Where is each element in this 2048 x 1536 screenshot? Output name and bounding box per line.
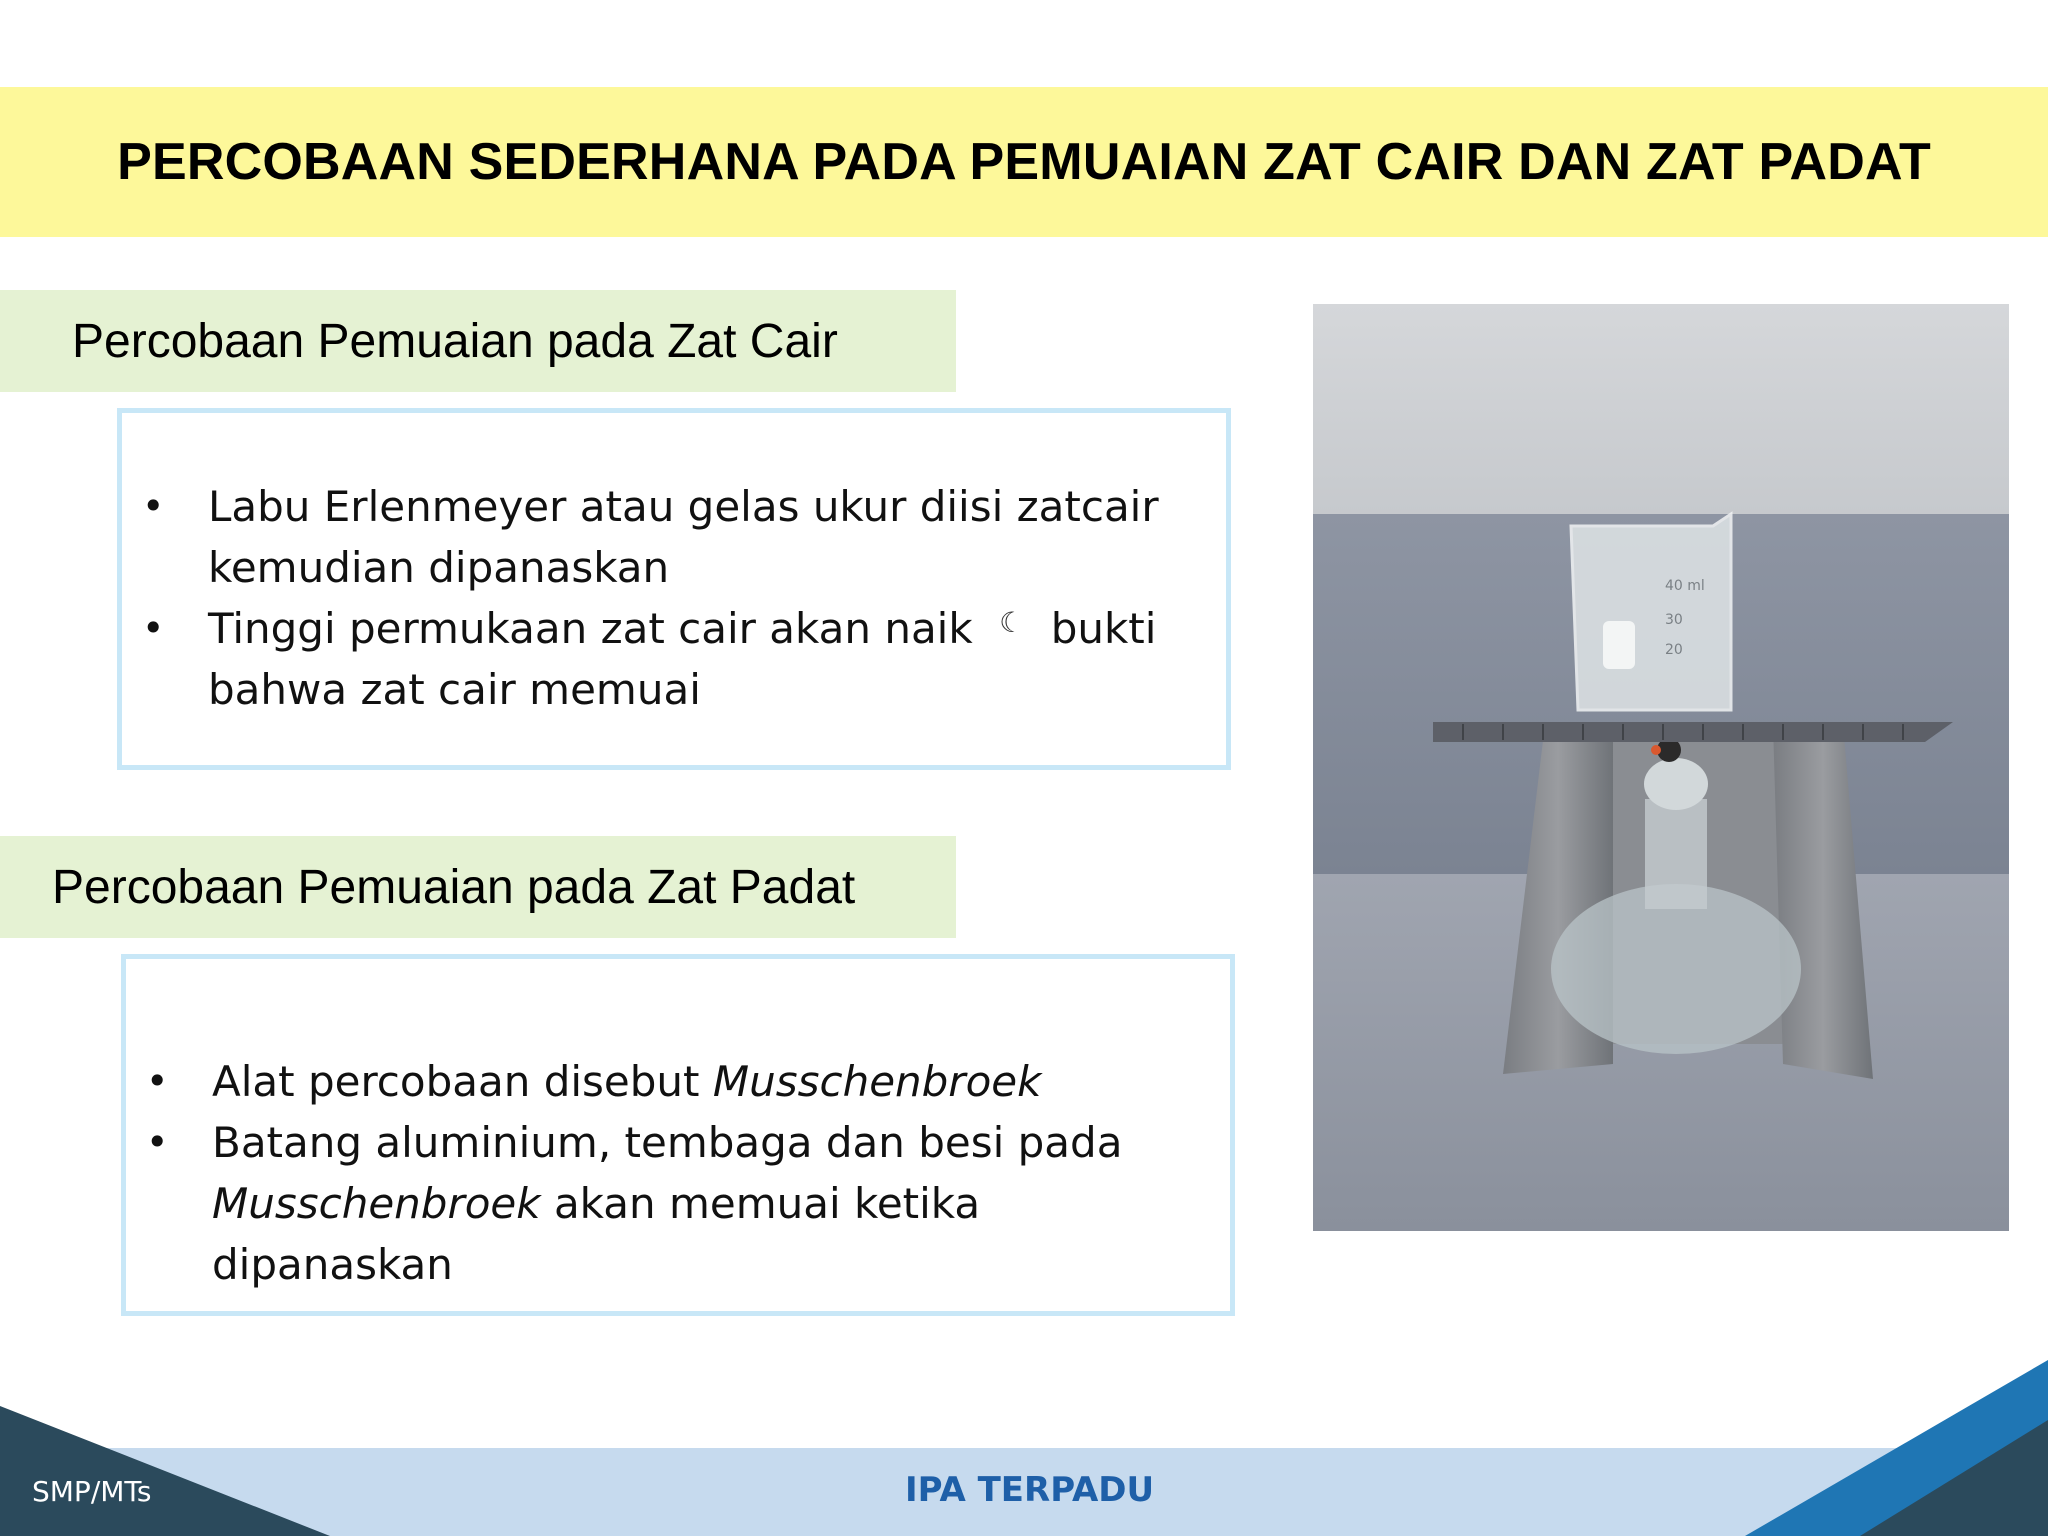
wire-gauze	[1433, 722, 1953, 742]
moon-icon: ☾	[999, 606, 1025, 639]
solid-content-box	[121, 954, 1235, 1316]
liquid-bullet1-line1: Labu Erlenmeyer atau gelas ukur diisi zatcair	[208, 482, 1159, 531]
list-item	[126, 1051, 1230, 1112]
section-label-liquid-text: Percobaan Pemuaian pada Zat Cair	[72, 314, 838, 368]
list-item	[122, 476, 1226, 598]
liquid-content-box	[117, 408, 1231, 770]
beaker-label-patch	[1603, 621, 1635, 669]
title-band	[0, 87, 2048, 237]
beaker	[1571, 514, 1731, 710]
wall-background	[1313, 304, 2009, 514]
section-label-solid-text: Percobaan Pemuaian pada Zat Padat	[52, 860, 856, 914]
burner-wick-holder	[1644, 758, 1708, 810]
beaker-mark-20: 20	[1665, 642, 1683, 658]
solid-bullet1-text: Alat percobaan disebut	[212, 1057, 700, 1106]
solid-bullet-list	[126, 1051, 1230, 1295]
solid-bullet2-line1: Batang aluminium, tembaga dan besi pada	[212, 1118, 1123, 1167]
liquid-bullet2-line1b: bukti	[1050, 604, 1157, 653]
section-label-solid	[0, 836, 956, 938]
footer-subject-label: IPA TERPADU	[905, 1470, 1155, 1510]
liquid-bullet2-line1a: Tinggi permukaan zat cair akan naik	[208, 604, 973, 653]
list-item	[126, 1112, 1230, 1295]
experiment-photo-illustration	[1313, 304, 2009, 1231]
footer-level-label: SMP/MTs	[32, 1475, 152, 1508]
beaker-mark-30: 30	[1665, 612, 1683, 628]
liquid-bullet1-line2: kemudian dipanaskan	[208, 543, 670, 592]
slide-title: PERCOBAAN SEDERHANA PADA PEMUAIAN ZAT CAIR DAN ZAT PADAT	[117, 133, 1931, 191]
section-label-liquid	[0, 290, 956, 392]
footer	[0, 1360, 2048, 1536]
liquid-bullet2-line2: bahwa zat cair memuai	[208, 665, 701, 714]
burner-neck	[1645, 799, 1707, 909]
solid-bullet2-rest: akan memuai ketika dipanaskan	[212, 1179, 981, 1289]
flame-icon	[1651, 745, 1661, 755]
burner-flask	[1551, 884, 1801, 1054]
experiment-photo	[1313, 304, 2009, 1231]
list-item	[122, 598, 1226, 720]
liquid-bullet-list	[122, 476, 1226, 720]
solid-bullet1-term: Musschenbroek	[712, 1057, 1042, 1106]
book-stack-icon	[0, 1360, 82, 1422]
solid-bullet2-term: Musschenbroek	[212, 1179, 541, 1228]
beaker-mark-40: 40 ml	[1665, 578, 1705, 594]
